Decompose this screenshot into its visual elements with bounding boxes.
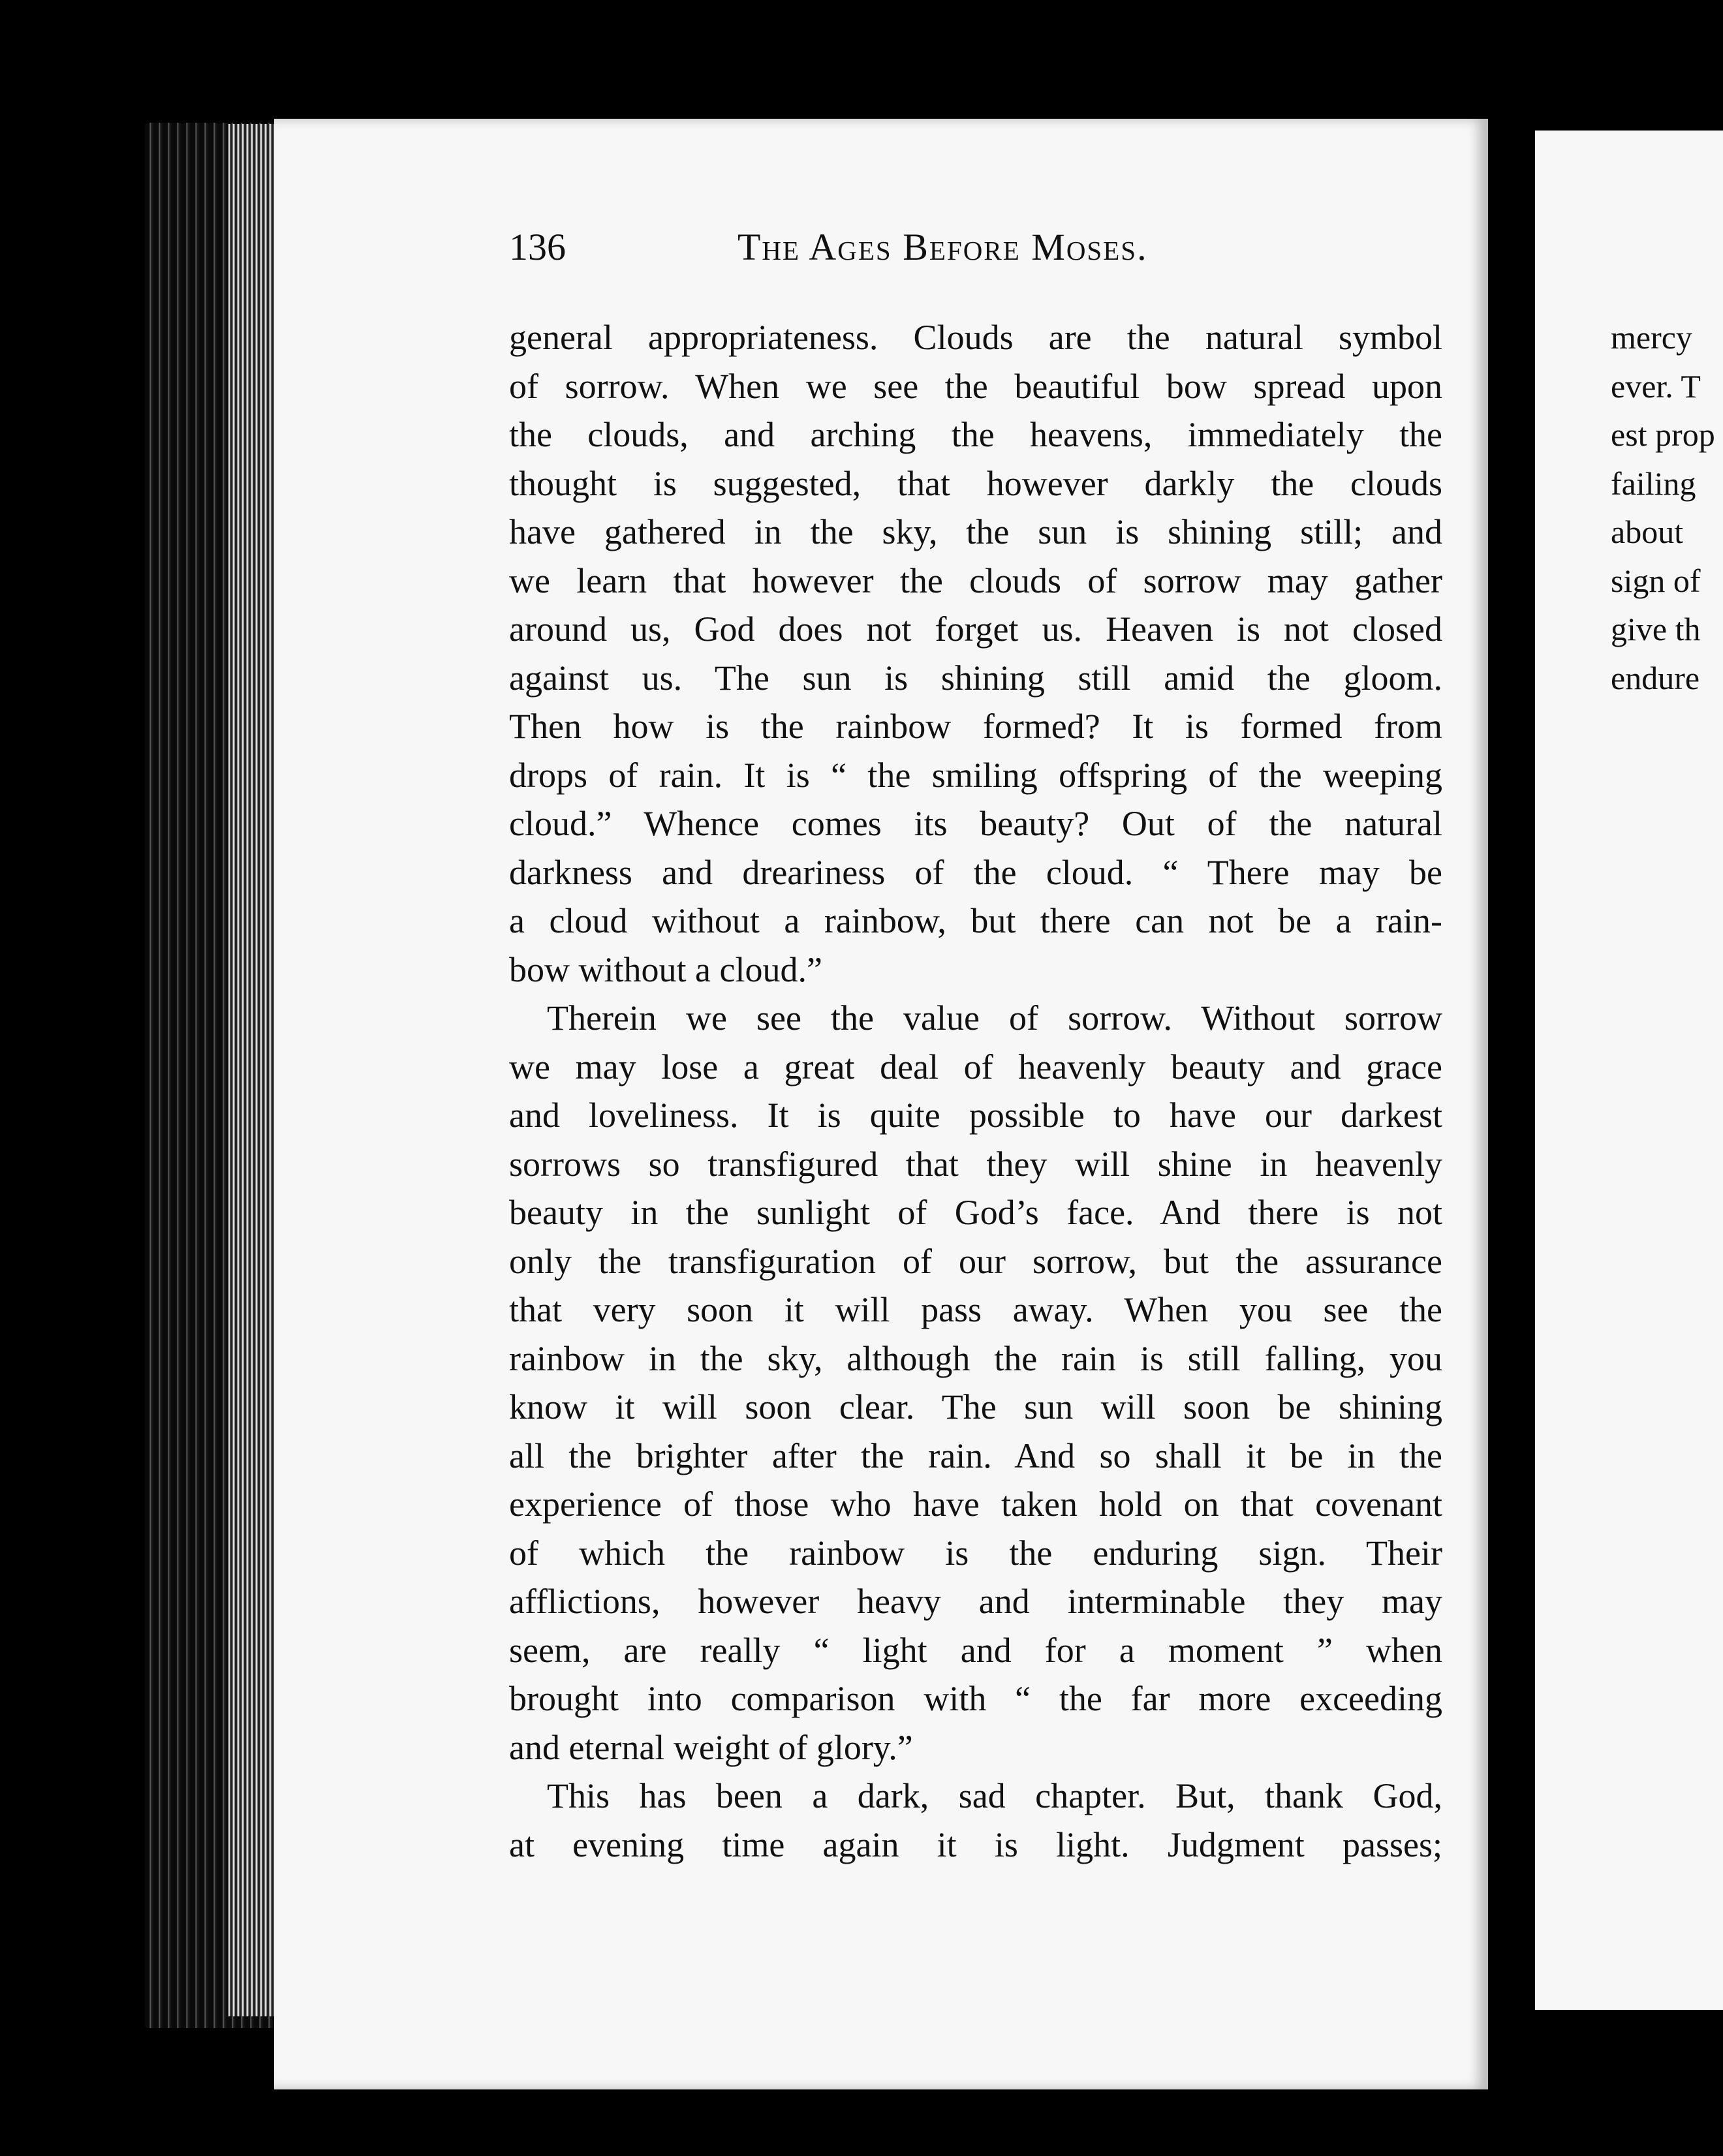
text-line: against us. The sun is shining still amid the gloom. — [509, 658, 1442, 698]
text-line: we may lose a great deal of heavenly beauty and grace — [509, 1047, 1442, 1086]
text-line: drops of rain. It is “ the smiling offspring of the weeping — [509, 755, 1442, 795]
text-line: bow without a cloud.” — [509, 949, 822, 989]
text-line: seem, are really “ light and for a moment ” when — [509, 1630, 1442, 1670]
page-edges-inner — [228, 124, 274, 2016]
page-number: 136 — [509, 226, 566, 268]
facing-page-text — [1611, 313, 1723, 702]
facing-line: give th — [1611, 611, 1701, 647]
text-line: of sorrow. When we see the beautiful bow spread upon — [509, 366, 1442, 406]
text-line: around us, God does not forget us. Heaven is not closed — [509, 609, 1442, 649]
text-line: we learn that however the clouds of sorrow may gather — [509, 561, 1442, 600]
text-line: afflictions, however heavy and interminable they may — [509, 1582, 1442, 1621]
facing-line: endure — [1611, 659, 1700, 696]
text-line: brought into comparison with “ the far more exceeding — [509, 1679, 1442, 1718]
running-head — [509, 225, 1410, 277]
text-line: have gathered in the sky, the sun is shining still; and — [509, 512, 1442, 551]
text-line: the clouds, and arching the heavens, immediately the — [509, 415, 1442, 454]
facing-line: sign of — [1611, 562, 1701, 599]
facing-line: mercy — [1611, 319, 1692, 356]
text-line: darkness and dreariness of the cloud. “ There may be — [509, 852, 1442, 892]
text-line: only the transfiguration of our sorrow, but the assurance — [509, 1241, 1442, 1281]
text-line: that very soon it will pass away. When you see the — [509, 1290, 1442, 1329]
facing-line: failing — [1611, 465, 1696, 502]
book-gutter — [1489, 78, 1535, 2156]
running-title: The Ages Before Moses. — [737, 226, 1148, 268]
text-line: general appropriateness. Clouds are the natural symbol — [509, 318, 1442, 357]
text-line: all the brighter after the rain. And so shall it be in the — [509, 1436, 1442, 1475]
text-line: experience of those who have taken hold on that covenant — [509, 1485, 1442, 1524]
facing-line: est prop — [1611, 416, 1715, 453]
paragraph-1 — [509, 313, 1442, 994]
text-line: Therein we see the value of sorrow. Without sorrow — [547, 998, 1442, 1038]
text-line: and loveliness. It is quite possible to have our darkest — [509, 1096, 1442, 1135]
text-line: at evening time again it is light. Judgment passes; — [509, 1825, 1442, 1864]
facing-line: ever. T — [1611, 367, 1701, 405]
paragraph-3 — [509, 1772, 1442, 1869]
text-line: of which the rainbow is the enduring sign. Their — [509, 1533, 1442, 1573]
text-line: cloud.” Whence comes its beauty? Out of the natural — [509, 804, 1442, 843]
text-line: rainbow in the sky, although the rain is still falling, you — [509, 1338, 1442, 1378]
text-line: thought is suggested, that however darkly the clouds — [509, 463, 1442, 503]
text-line: Then how is the rainbow formed? It is formed from — [509, 707, 1442, 746]
text-line: know it will soon clear. The sun will soon be shining — [509, 1387, 1442, 1426]
text-line: and eternal weight of glory.” — [509, 1727, 913, 1767]
text-line: sorrows so transfigured that they will shine in heavenly — [509, 1144, 1442, 1184]
text-line: a cloud without a rainbow, but there can not be a rain- — [509, 901, 1442, 940]
paragraph-2 — [509, 994, 1442, 1772]
text-line: This has been a dark, sad chapter. But, thank God, — [547, 1776, 1442, 1815]
facing-line: about — [1611, 514, 1684, 550]
text-line: beauty in the sunlight of God’s face. And there is not — [509, 1193, 1442, 1232]
page-body-text — [509, 313, 1442, 1869]
